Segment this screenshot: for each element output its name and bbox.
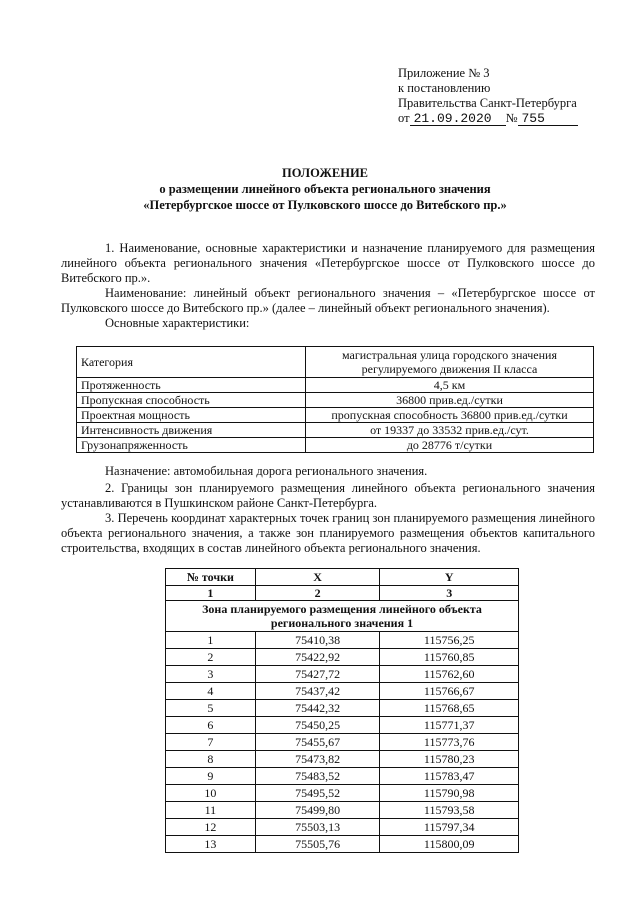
paragraph-3 [61,316,595,331]
paragraph-3-text: Основные характеристики: [105,316,250,330]
doc-subtitle-1: о размещении линейного объекта регионального значения [159,182,491,196]
point-number-cell: 9 [166,768,256,785]
paragraph-1-text: 1. Наименование, основные характеристики и назначение планируемого для размещения линейного объекта регионального значения «Петербургское шоссе от Пулковского шоссе до Витебского пр.». [61,241,595,285]
coordinate-row [166,649,519,666]
y-coordinate-cell: 115780,23 [380,751,519,768]
coordinate-row [166,666,519,683]
characteristic-row [77,393,594,408]
header-x: X [255,569,380,586]
characteristic-key: Проектная мощность [77,408,306,423]
y-coordinate-cell: 115756,25 [380,632,519,649]
coordinate-row [166,836,519,853]
x-coordinate-cell: 75495,52 [255,785,380,802]
paragraph-4 [61,464,595,479]
doc-title: ПОЛОЖЕНИЕ [281,166,369,180]
y-coordinate-cell: 115771,37 [380,717,519,734]
coordinates-header-row [166,569,519,586]
coordinate-row [166,734,519,751]
point-number-cell: 3 [166,666,256,683]
x-coordinate-cell: 75483,52 [255,768,380,785]
annex-line-3: Правительства Санкт-Петербурга [398,96,577,110]
point-number-cell: 12 [166,819,256,836]
paragraph-5 [61,481,595,511]
characteristic-row [77,423,594,438]
point-number-cell: 8 [166,751,256,768]
point-number-cell: 4 [166,683,256,700]
coordinate-row [166,717,519,734]
x-coordinate-cell: 75422,92 [255,649,380,666]
coordinate-row [166,802,519,819]
y-coordinate-cell: 115766,67 [380,683,519,700]
y-coordinate-cell: 115793,58 [380,802,519,819]
characteristic-key: Категория [77,347,306,378]
point-number-cell: 10 [166,785,256,802]
coordinate-row [166,819,519,836]
coordinate-row [166,785,519,802]
x-coordinate-cell: 75410,38 [255,632,380,649]
characteristics-table [76,346,594,453]
x-coordinate-cell: 75455,67 [255,734,380,751]
x-coordinate-cell: 75427,72 [255,666,380,683]
y-coordinate-cell: 115800,09 [380,836,519,853]
zone-title-row [166,601,519,632]
paragraph-2 [61,286,595,316]
number-label: № [505,111,518,125]
coordinate-row [166,700,519,717]
characteristic-row [77,347,594,378]
point-number-cell: 11 [166,802,256,819]
point-number-cell: 7 [166,734,256,751]
point-number-cell: 13 [166,836,256,853]
point-number-cell: 2 [166,649,256,666]
coordinate-row [166,768,519,785]
doc-subtitle-2: «Петербургское шоссе от Пулковского шоссе до Витебского пр.» [143,198,507,212]
characteristic-value: до 28776 т/сутки [306,438,594,453]
header-point-number: № точки [166,569,256,586]
zone-title: Зона планируемого размещения линейного объекта регионального значения 1 [166,601,519,632]
paragraph-6 [61,511,595,556]
point-number-cell: 6 [166,717,256,734]
x-coordinate-cell: 75442,32 [255,700,380,717]
x-coordinate-cell: 75505,76 [255,836,380,853]
x-coordinate-cell: 75503,13 [255,819,380,836]
point-number-cell: 5 [166,700,256,717]
point-number-cell: 1 [166,632,256,649]
annex-line-1: Приложение № 3 [398,66,490,80]
annex-line-2: к постановлению [398,81,491,95]
characteristic-key: Грузонапряженность [77,438,306,453]
characteristic-key: Пропускная способность [77,393,306,408]
characteristic-value: 4,5 км [306,378,594,393]
annex-header [398,66,628,126]
characteristic-row [77,438,594,453]
x-coordinate-cell: 75437,42 [255,683,380,700]
characteristic-key: Интенсивность движения [77,423,306,438]
y-coordinate-cell: 115797,34 [380,819,519,836]
y-coordinate-cell: 115783,47 [380,768,519,785]
annex-date-line [398,111,628,126]
characteristic-value: 36800 прив.ед./сутки [306,393,594,408]
paragraph-5-text: 2. Границы зон планируемого размещения линейного объекта регионального значения устанавливаются в Пушкинском районе Санкт-Петербурга. [61,481,595,510]
characteristic-key: Протяженность [77,378,306,393]
characteristic-row [77,378,594,393]
x-coordinate-cell: 75499,80 [255,802,380,819]
coordinate-row [166,751,519,768]
coordinates-table [165,568,519,853]
paragraph-4-text: Назначение: автомобильная дорога регионального значения. [105,464,428,478]
y-coordinate-cell: 115762,60 [380,666,519,683]
paragraph-6-text: 3. Перечень координат характерных точек границ зон планируемого размещения линейного объекта регионального значения, а также зон планируемого размещения объектов капитального строительства, входящих в состав линейного объекта регионального значения. [61,511,595,555]
handwritten-number: 755 [518,112,578,126]
handwritten-date: 21.09.2020 [410,112,506,126]
y-coordinate-cell: 115760,85 [380,649,519,666]
y-coordinate-cell: 115773,76 [380,734,519,751]
column-number-3: 3 [380,586,519,601]
column-number-row [166,586,519,601]
column-number-2: 2 [255,586,380,601]
column-number-1: 1 [166,586,256,601]
characteristic-value: от 19337 до 33532 прив.ед./сут. [306,423,594,438]
characteristic-row [77,408,594,423]
characteristic-value: магистральная улица городского значения регулируемого движения II класса [306,347,594,378]
x-coordinate-cell: 75473,82 [255,751,380,768]
paragraph-1 [61,241,595,286]
header-y: Y [380,569,519,586]
y-coordinate-cell: 115768,65 [380,700,519,717]
paragraph-2-text: Наименование: линейный объект регионального значения – «Петербургское шоссе от Пулковского шоссе до Витебского пр.» (далее – линейный объект регионального значения). [61,286,595,315]
coordinate-row [166,632,519,649]
characteristic-value: пропускная способность 36800 прив.ед./сутки [306,408,594,423]
coordinate-row [166,683,519,700]
x-coordinate-cell: 75450,25 [255,717,380,734]
from-label: от [398,111,410,125]
y-coordinate-cell: 115790,98 [380,785,519,802]
